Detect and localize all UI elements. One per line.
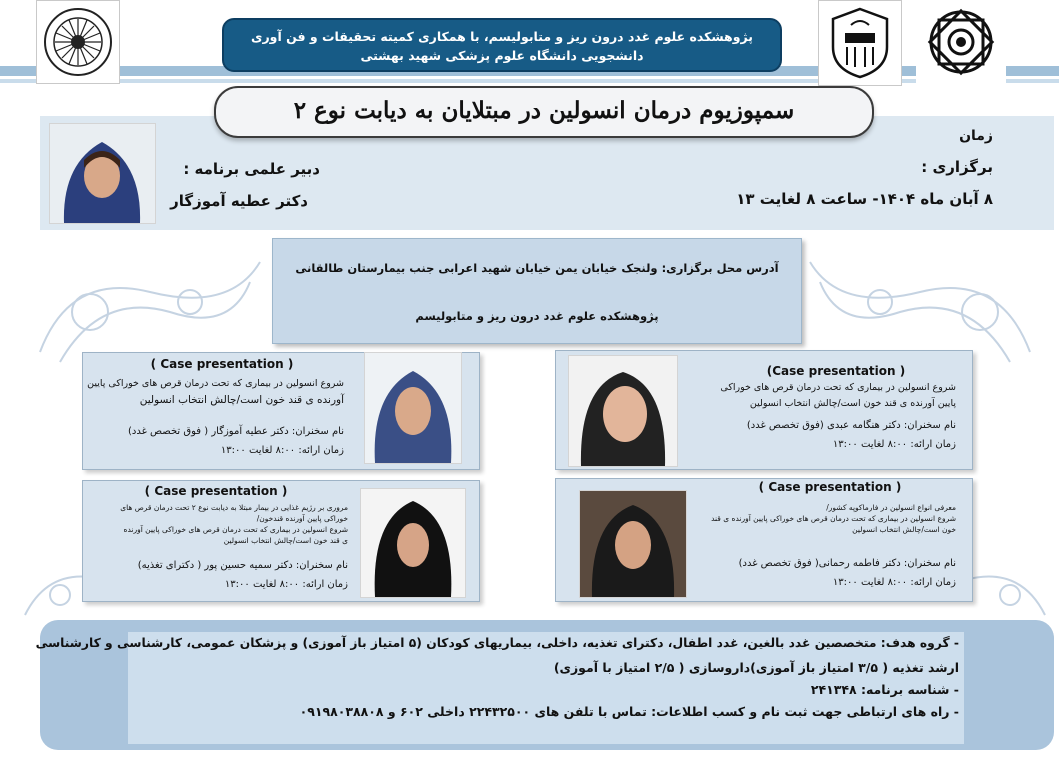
speaker-3-portrait-photo [360,488,466,598]
case-card-3-speaker: نام سخنران: دکتر سمیه حسین پور ( دکترای تغذیه) [137,560,348,571]
case-card-2-desc-line-1: شروع انسولین در بیماری که تحت درمان قرص های خوراکی [720,382,956,393]
address-box [272,238,802,344]
case-card-1-desc-line-2: آورنده ی قند خون است/چالش انتخاب انسولین [139,394,344,406]
footer-program-id: - شناسه برنامه: ۲۴۱۳۴۸ [810,682,959,697]
case-card-4-desc-line-3: خون است/چالش انتخاب انسولین [852,525,956,534]
case-card-1-speaker: نام سخنران: دکتر عطیه آموزگار ( فوق تخصص غدد) [128,426,344,437]
footer-target-group: - گروه هدف: متخصصین غدد بالغین، غدد اطفال، دکترای تغذیه، داخلی، بیماریهای کودکان (۵ امتیاز باز آموزی) و پزشکان عمومی، کارشناسی و کارشناسی [35,636,959,650]
case-card-2-meta [686,416,956,454]
case-card-2-desc-line-2: پایین آورنده ی قند خون است/چالش انتخاب انسولین [749,398,956,409]
case-card-4-desc [692,502,956,535]
institute-logo-icon [818,0,902,86]
case-card-1-desc [86,376,344,408]
case-card-2-time: زمان ارائه: ۸:۰۰ لغایت ۱۳:۰۰ [832,439,956,450]
case-card-1-time: زمان ارائه: ۸:۰۰ لغایت ۱۳:۰۰ [220,445,344,456]
case-card-3-desc-line-4: ی قند خون است/چالش انتخاب انسولین [223,536,348,545]
case-card-4-time: زمان ارائه: ۸:۰۰ لغایت ۱۳:۰۰ [832,577,956,588]
case-card-2-desc [686,380,956,412]
address-line-1: آدرس محل برگزاری: ولنجک خیابان یمن خیابان شهید اعرابی جنب بیمارستان طالقانی [295,261,779,275]
case-card-1-title: ( Case presentation ) [150,357,294,371]
speaker-1-portrait-photo [364,352,462,464]
case-card-3-desc-line-2: خوراکی پایین آورنده قندخون/ [256,514,348,523]
header-line-1: پژوهشکده علوم غدد درون ریز و متابولیسم، با همکاری کمیته تحقیقات و فن آوری [251,29,753,44]
case-card-1-desc-line-1: شروع انسولین در بیماری که تحت درمان قرص های خوراکی پایین [87,378,344,389]
case-card-3-time: زمان ارائه: ۸:۰۰ لغایت ۱۳:۰۰ [224,579,348,590]
flourish-bottom-right-icon [960,560,1050,620]
footer-target-group-continued: ارشد تغذیه ( ۳/۵ امتیاز باز آموزی)داروسازی ( ۲/۵ امتیاز با آموزی) [553,660,959,675]
page-title: سمپوزیوم درمان انسولین در مبتلایان به دیابت نوع ۲ [214,86,874,138]
footer-contact: - راه های ارتباطی جهت ثبت نام و کسب اطلاعات: تماس با تلفن های ۲۲۴۳۲۵۰۰ داخلی ۶۰۲ و ۰۹۱۹۸۰۳۸۸۰۸ [299,704,959,719]
time-label: زمان [959,128,993,144]
case-card-3-desc-line-3: شروع انسولین در بیماری که تحت درمان قرص های خوراکی پایین آورنده [123,525,348,534]
case-card-4-title: ( Case presentation ) [758,480,902,494]
case-card-2-speaker: نام سخنران: دکتر هنگامه عبدی (فوق تخصص غدد) [746,420,956,431]
case-card-3-meta [86,556,348,594]
case-card-3-title: ( Case presentation ) [144,484,288,498]
speaker-4-portrait-photo [579,490,687,598]
rosette-logo-icon [916,0,1006,84]
case-card-4-desc-line-2: شروع انسولین در بیماری که تحت درمان قرص های خوراکی پایین آورنده ی قند [711,514,956,523]
case-card-3-desc-line-1: مروری بر رژیم غذایی در بیمار مبتلا به دیابت نوع ۲ تحت درمان قرص های [120,503,348,512]
address-line-2: پژوهشکده علوم غدد درون ریز و متابولیسم [415,309,659,323]
case-card-4-speaker: نام سخنران: دکتر فاطمه رحمانی( فوق تخصص غدد) [738,558,956,569]
case-card-4-meta [692,554,956,592]
case-card-2-title: (Case presentation ) [766,364,906,378]
secretary-portrait-photo [49,123,156,224]
date-time: ۸ آبان ماه ۱۴۰۴- ساعت ۸ لغایت ۱۳ [736,190,993,208]
university-logo-icon [36,0,120,84]
secretary-name: دکتر عطیه آموزگار [170,192,308,210]
case-card-1-meta [86,422,344,460]
speaker-2-portrait-photo [568,355,678,467]
case-card-4-desc-line-1: معرفی انواع انسولین در فارماکوپه کشور/ [826,503,956,512]
header-line-2: دانشجویی دانشگاه علوم پزشکی شهید بهشتی [360,48,644,63]
case-card-3-desc [86,502,348,546]
secretary-label: دبیر علمی برنامه : [183,160,320,178]
header-banner [222,18,782,72]
held-label: برگزاری : [921,158,993,176]
